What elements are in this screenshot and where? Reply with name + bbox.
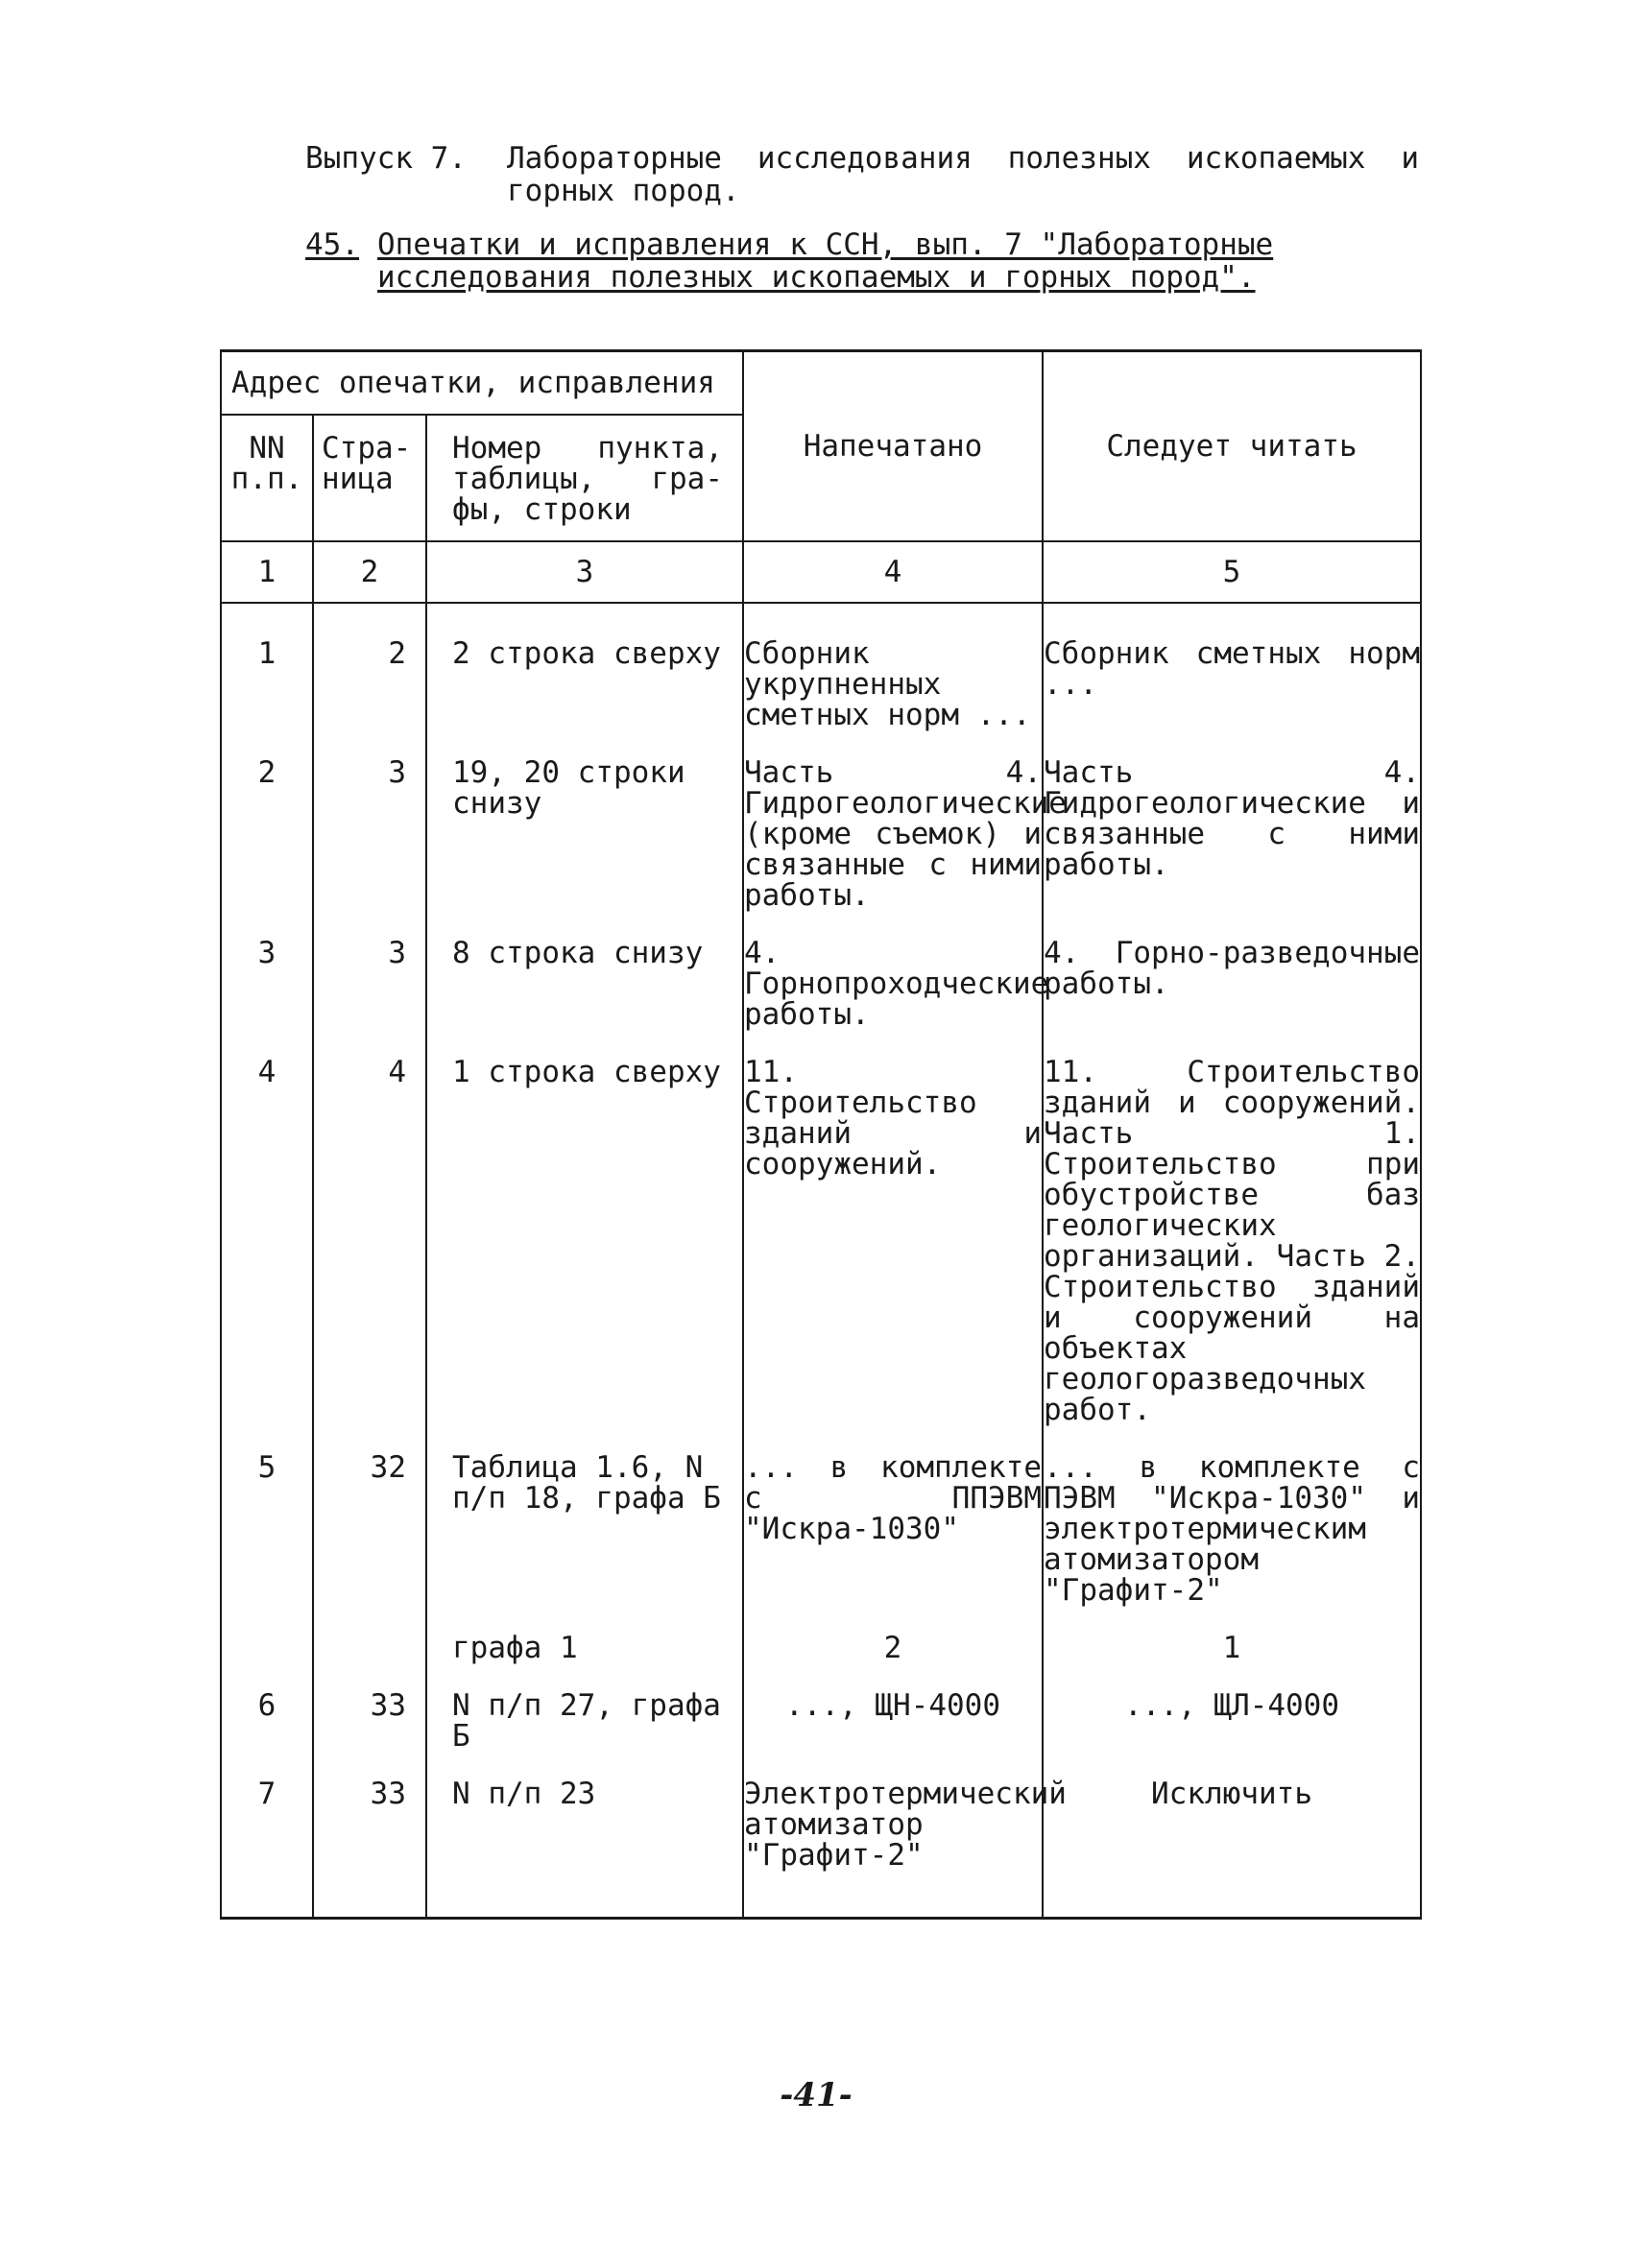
row-printed: 11. Строительство зданий и сооружений. [743, 1057, 1043, 1425]
row-nn [221, 1633, 313, 1663]
column-number: 1 [221, 541, 313, 603]
row-read: 11. Строительство зданий и сооружений. Часть 1. Строительство при обустройстве баз геологических организаций. Часть 2. Строительство зданий и сооружений на объектах геологоразведочных работ. [1044, 1055, 1421, 1427]
section-title: Опечатки и исправления к ССН, вып. 7 "Лабораторные исследования полезных ископаемых и горных пород". [377, 227, 1274, 295]
nn-column-header: NN п.п. [221, 415, 313, 541]
section-heading [305, 228, 1419, 294]
row-page: 33 [313, 1690, 426, 1752]
row-page: 3 [313, 938, 426, 1030]
row-nn: 4 [221, 1057, 313, 1425]
item-column-header: Номер пункта, таблицы, гра- фы, строки [426, 415, 743, 541]
table-row [221, 757, 1421, 911]
issue-line [305, 142, 1419, 207]
column-number: 4 [743, 541, 1043, 603]
row-read: Исключить [1043, 1779, 1421, 1871]
row-nn: 7 [221, 1779, 313, 1871]
table-row [221, 1779, 1421, 1871]
printed-column-header: Напечатано [743, 351, 1043, 542]
row-printed: ..., ЩН-4000 [743, 1690, 1043, 1752]
spacer-row [221, 603, 1421, 638]
row-printed: Электротермический атомизатор "Графит-2" [744, 1777, 1067, 1873]
row-nn: 6 [221, 1690, 313, 1752]
row-item: N п/п 27, графа Б [426, 1690, 743, 1752]
row-page [313, 1633, 426, 1663]
address-group-header: Адрес опечатки, исправления [221, 351, 743, 416]
row-read: Сборник сметных норм ... [1043, 638, 1421, 730]
row-page: 33 [313, 1779, 426, 1871]
row-printed: Часть 4. Гидрогеологические (кроме съемок) и связанные с ними работы. [744, 755, 1067, 913]
row-gap [221, 1871, 1421, 1919]
row-page: 4 [313, 1057, 426, 1425]
row-item: графа 1 [426, 1633, 743, 1663]
column-number-row [221, 541, 1421, 603]
row-gap [221, 1425, 1421, 1452]
column-number: 3 [426, 541, 743, 603]
table-row [221, 1452, 1421, 1606]
header-row-group [221, 351, 1421, 416]
row-gap [221, 1030, 1421, 1057]
section-number: 45. [305, 227, 359, 262]
row-read: 1 [1043, 1633, 1421, 1663]
table-row [221, 1690, 1421, 1752]
column-number: 5 [1043, 541, 1421, 603]
row-gap [221, 911, 1421, 938]
row-nn: 3 [221, 938, 313, 1030]
row-item: 8 строка снизу [426, 938, 743, 1030]
row-printed: ... в комплекте с ППЭВМ "Искра-1030" [743, 1452, 1043, 1606]
row-item: N п/п 23 [426, 1779, 743, 1871]
row-read: ..., ЩЛ-4000 [1043, 1690, 1421, 1752]
row-nn: 2 [221, 757, 313, 911]
row-page: 3 [313, 757, 426, 911]
row-nn: 5 [221, 1452, 313, 1606]
document-header [305, 142, 1419, 294]
row-gap [221, 1606, 1421, 1633]
row-item: 2 строка сверху [426, 638, 743, 730]
row-read: ... в комплекте с ПЭВМ "Искра-1030" и электротермическим атомизатором "Графит-2" [1044, 1450, 1421, 1608]
table-row [221, 1633, 1421, 1663]
errata-table [220, 349, 1422, 1920]
row-gap [221, 730, 1421, 757]
row-item: Таблица 1.6, N п/п 18, графа Б [426, 1452, 743, 1606]
table-row [221, 638, 1421, 730]
row-nn: 1 [221, 638, 313, 730]
row-printed: Сборник укрупненных сметных норм ... [743, 638, 1043, 730]
issue-label: Выпуск 7. [305, 141, 467, 176]
page-number: -41- [780, 2076, 853, 2114]
page-column-header: Стра- ница [313, 415, 426, 541]
row-page: 32 [313, 1452, 426, 1606]
row-gap [221, 1663, 1421, 1690]
row-read: 4. Горно-разведочные работы. [1043, 938, 1421, 1030]
row-printed: 4. Горнопроходческие работы. [744, 936, 1049, 1032]
row-gap [221, 1752, 1421, 1779]
row-printed: 2 [743, 1633, 1043, 1663]
table-row [221, 1057, 1421, 1425]
row-item: 19, 20 строки снизу [426, 757, 743, 911]
row-item: 1 строка сверху [426, 1057, 743, 1425]
issue-title: Лабораторные исследования полезных ископаемых и горных пород. [507, 141, 1419, 208]
row-read: Часть 4. Гидрогеологические и связанные с ними работы. [1043, 757, 1421, 911]
row-page: 2 [313, 638, 426, 730]
table-row [221, 938, 1421, 1030]
column-number: 2 [313, 541, 426, 603]
read-column-header: Следует читать [1043, 351, 1421, 542]
